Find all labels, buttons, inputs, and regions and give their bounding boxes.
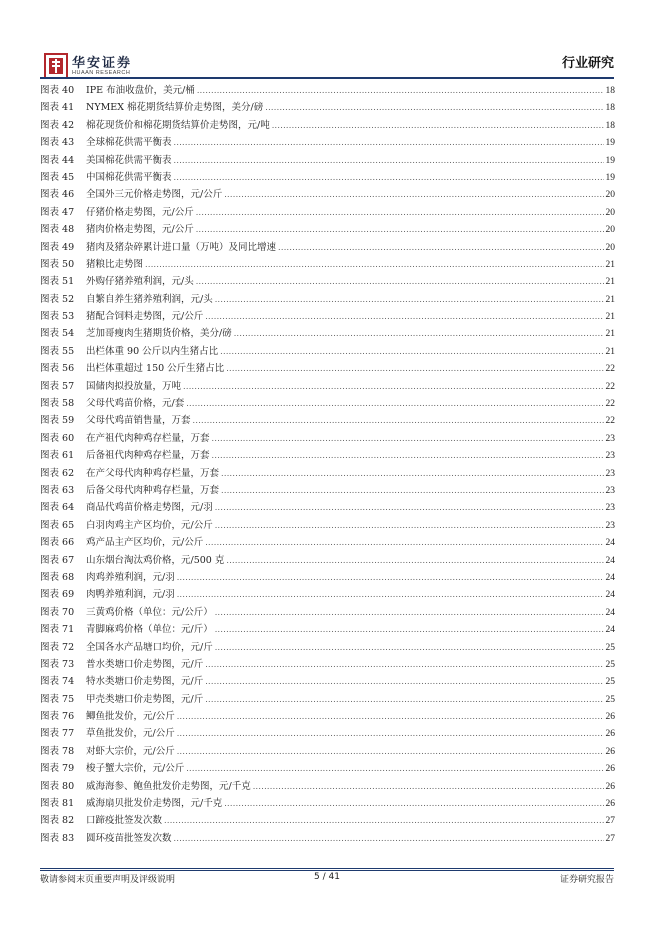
- dot-leader: [174, 830, 604, 847]
- dot-leader: [183, 378, 603, 395]
- figure-label: 图表 74: [40, 676, 75, 688]
- figure-label: 图表 49: [40, 241, 75, 253]
- figure-label: 图表 82: [40, 815, 75, 827]
- toc-entry[interactable]: [40, 378, 615, 395]
- toc-entry[interactable]: [40, 412, 615, 429]
- section-title: 行业研究: [561, 56, 614, 71]
- figure-label: 图表 53: [40, 311, 75, 323]
- dot-leader: [226, 360, 603, 377]
- figure-page-number[interactable]: 22: [605, 416, 615, 427]
- figure-title[interactable]: 山东烟台淘汰鸡价格，元/500 克: [86, 554, 225, 566]
- figure-label: 图表 80: [40, 780, 75, 792]
- figure-label: 图表 41: [40, 102, 75, 114]
- toc-entry[interactable]: [40, 291, 615, 308]
- figure-title[interactable]: 全球棉花供需平衡表: [86, 137, 172, 149]
- dot-leader: [224, 186, 603, 203]
- figure-title[interactable]: IPE 布油收盘价，美元/桶: [86, 85, 195, 96]
- figure-page-number[interactable]: 24: [605, 607, 615, 618]
- figure-title[interactable]: 圆环疫苗批签发次数: [86, 832, 172, 844]
- figure-title[interactable]: 在产父母代肉种鸡存栏量，万套: [86, 467, 220, 479]
- figure-title[interactable]: 在产祖代肉种鸡存栏量，万套: [86, 432, 210, 444]
- figure-page-number[interactable]: 20: [605, 242, 615, 253]
- figure-label: 图表 69: [40, 589, 75, 601]
- dot-leader: [186, 395, 603, 412]
- figure-title[interactable]: 父母代鸡苗销售量，万套: [86, 415, 191, 427]
- figure-title[interactable]: 甲壳类塘口价走势图，元/斤: [86, 693, 204, 705]
- figure-title[interactable]: 棉花现货价和棉花期货结算价走势图，元/吨: [86, 119, 270, 131]
- huaan-logo-icon: [44, 53, 68, 79]
- dot-leader: [197, 82, 604, 99]
- toc-entry[interactable]: [40, 795, 615, 812]
- figure-label: 图表 57: [40, 380, 75, 392]
- toc-entry[interactable]: [40, 82, 615, 99]
- dot-leader: [215, 621, 604, 638]
- figure-label: 图表 56: [40, 363, 75, 375]
- figure-page-number[interactable]: 18: [605, 120, 615, 131]
- toc-entry[interactable]: [40, 152, 615, 169]
- figure-page-number[interactable]: 19: [605, 172, 615, 183]
- figure-page-number[interactable]: 26: [605, 729, 615, 740]
- dot-leader: [215, 639, 604, 656]
- figure-label: 图表 70: [40, 606, 75, 618]
- dot-leader: [265, 99, 603, 116]
- dot-leader: [177, 708, 604, 725]
- figure-title[interactable]: 出栏体重 90 公斤以内生猪占比: [86, 345, 219, 357]
- dot-leader: [196, 221, 604, 238]
- figure-title[interactable]: 草鱼批发价，元/公斤: [86, 728, 175, 740]
- toc-entry[interactable]: [40, 482, 615, 499]
- figure-title[interactable]: 肉鸭养殖利润，元/羽: [86, 589, 175, 601]
- figure-page-number[interactable]: 26: [605, 781, 615, 792]
- figure-title[interactable]: 出栏体重超过 150 公斤生猪占比: [86, 363, 225, 375]
- footer-divider-secondary: [40, 870, 614, 871]
- toc-entry[interactable]: [40, 465, 615, 482]
- dot-leader: [220, 343, 603, 360]
- figure-page-number[interactable]: 24: [605, 572, 615, 583]
- page-header: [40, 50, 614, 78]
- figure-label: 图表 73: [40, 658, 75, 670]
- toc-entry[interactable]: [40, 621, 615, 638]
- figure-title[interactable]: 后备祖代肉种鸡存栏量，万套: [86, 450, 210, 462]
- figure-label: 图表 47: [40, 206, 75, 218]
- toc-entry[interactable]: [40, 586, 615, 603]
- figure-title[interactable]: 全国外三元价格走势图，元/公斤: [86, 189, 223, 201]
- figure-title[interactable]: 后备父母代肉种鸡存栏量，万套: [86, 484, 220, 496]
- figure-label: 图表 81: [40, 798, 75, 810]
- figure-page-number[interactable]: 23: [605, 485, 615, 496]
- dot-leader: [205, 673, 603, 690]
- figure-label: 图表 50: [40, 258, 75, 270]
- dot-leader: [177, 586, 604, 603]
- figure-page-number[interactable]: 27: [605, 833, 615, 844]
- figure-label: 图表 42: [40, 119, 75, 131]
- toc-entry[interactable]: [40, 639, 615, 656]
- figure-page-number[interactable]: 22: [605, 381, 615, 392]
- figure-title[interactable]: 猪配合饲料走势图，元/公斤: [86, 311, 204, 323]
- figure-label: 图表 54: [40, 328, 75, 340]
- figure-label: 图表 76: [40, 711, 75, 723]
- toc-entry[interactable]: [40, 325, 615, 342]
- figure-page-number[interactable]: 23: [605, 433, 615, 444]
- figure-label: 图表 71: [40, 624, 75, 636]
- figure-page-number[interactable]: 21: [605, 329, 615, 340]
- dot-leader: [186, 760, 603, 777]
- toc-entry[interactable]: [40, 656, 615, 673]
- figure-title[interactable]: 猪粮比走势图: [86, 258, 144, 270]
- dot-leader: [221, 465, 603, 482]
- figure-page-number[interactable]: 26: [605, 764, 615, 775]
- figure-label: 图表 79: [40, 763, 75, 775]
- figure-title[interactable]: 猪肉及猪杂碎累计进口量（万吨）及同比增速: [86, 241, 277, 253]
- figure-page-number[interactable]: 19: [605, 138, 615, 149]
- dot-leader: [278, 239, 603, 256]
- header-divider: [40, 77, 614, 79]
- page-number: 5 / 41: [314, 872, 340, 882]
- dot-leader: [253, 778, 604, 795]
- dot-leader: [215, 517, 604, 534]
- dot-leader: [205, 534, 603, 551]
- figure-title[interactable]: 三黄鸡价格（单位：元/公斤）: [86, 606, 213, 618]
- figure-label: 图表 75: [40, 693, 75, 705]
- toc-entry[interactable]: [40, 691, 615, 708]
- dot-leader: [224, 795, 603, 812]
- figure-page-number[interactable]: 22: [605, 364, 615, 375]
- figure-title[interactable]: 芝加哥瘦肉生猪期货价格，美分/磅: [86, 328, 232, 340]
- figure-page-number[interactable]: 22: [605, 399, 615, 410]
- figure-title[interactable]: 国储肉拟投放量，万吨: [86, 380, 182, 392]
- figure-title[interactable]: 猪肉价格走势图，元/公斤: [86, 224, 194, 236]
- figure-page-number[interactable]: 21: [605, 294, 615, 305]
- toc-entry[interactable]: [40, 778, 615, 795]
- figure-label: 图表 58: [40, 398, 75, 410]
- toc-entry[interactable]: [40, 447, 615, 464]
- toc-entry[interactable]: [40, 221, 615, 238]
- dot-leader: [174, 169, 604, 186]
- toc-entry[interactable]: [40, 239, 615, 256]
- toc-entry[interactable]: [40, 430, 615, 447]
- figure-label: 图表 65: [40, 519, 75, 531]
- figure-page-number[interactable]: 26: [605, 746, 615, 757]
- figure-title[interactable]: 全国各水产品塘口均价，元/斤: [86, 641, 213, 653]
- dot-leader: [272, 117, 604, 134]
- figure-page-number[interactable]: 20: [605, 190, 615, 201]
- dot-leader: [205, 691, 603, 708]
- dot-leader: [215, 499, 604, 516]
- figure-title[interactable]: 威海海参、鲍鱼批发价走势图，元/千克: [86, 780, 251, 792]
- dot-leader: [174, 152, 604, 169]
- dot-leader: [177, 569, 604, 586]
- toc-entry[interactable]: [40, 830, 615, 847]
- figure-label: 图表 62: [40, 467, 75, 479]
- figure-page-number[interactable]: 25: [605, 677, 615, 688]
- toc-entry[interactable]: [40, 725, 615, 742]
- toc-entry[interactable]: [40, 534, 615, 551]
- toc-entry[interactable]: [40, 743, 615, 760]
- figure-title[interactable]: 中国棉花供需平衡表: [86, 171, 172, 183]
- toc-entry[interactable]: [40, 134, 615, 151]
- figure-label: 图表 48: [40, 224, 75, 236]
- toc-entry[interactable]: [40, 186, 615, 203]
- figure-page-number[interactable]: 25: [605, 659, 615, 670]
- figure-label: 图表 66: [40, 537, 75, 549]
- toc-entry[interactable]: [40, 708, 615, 725]
- figure-title[interactable]: 自繁自养生猪养殖利润，元/头: [86, 293, 213, 305]
- figure-page-number[interactable]: 23: [605, 468, 615, 479]
- figure-page-number[interactable]: 20: [605, 225, 615, 236]
- toc-entry[interactable]: [40, 360, 615, 377]
- figure-title[interactable]: 美国棉花供需平衡表: [86, 154, 172, 166]
- figure-label: 图表 68: [40, 571, 75, 583]
- figure-page-number[interactable]: 21: [605, 259, 615, 270]
- figure-page-number[interactable]: 20: [605, 207, 615, 218]
- figure-page-number[interactable]: 21: [605, 312, 615, 323]
- logo-subtext: HUAAN RESEARCH: [72, 70, 131, 76]
- dot-leader: [177, 725, 604, 742]
- figure-page-number[interactable]: 18: [605, 86, 615, 96]
- toc-entry[interactable]: [40, 169, 615, 186]
- figure-title[interactable]: 青脚麻鸡价格（单位：元/斤）: [86, 624, 213, 636]
- figure-page-number[interactable]: 23: [605, 520, 615, 531]
- toc-entry[interactable]: [40, 552, 615, 569]
- toc-entry[interactable]: [40, 812, 615, 829]
- figure-label: 图表 46: [40, 189, 75, 201]
- figure-label: 图表 61: [40, 450, 75, 462]
- figure-page-number[interactable]: 23: [605, 451, 615, 462]
- toc-entry[interactable]: [40, 499, 615, 516]
- figure-label: 图表 45: [40, 171, 75, 183]
- figure-page-number[interactable]: 23: [605, 503, 615, 514]
- figure-page-number[interactable]: 21: [605, 346, 615, 357]
- figure-page-number[interactable]: 26: [605, 712, 615, 723]
- figure-title[interactable]: 鸡产品主产区均价，元/公斤: [86, 537, 204, 549]
- figure-title[interactable]: 梭子蟹大宗价，元/公斤: [86, 763, 185, 775]
- figure-page-number[interactable]: 27: [605, 816, 615, 827]
- toc-entry[interactable]: [40, 569, 615, 586]
- dot-leader: [226, 552, 603, 569]
- figure-label: 图表 44: [40, 154, 75, 166]
- dot-leader: [221, 482, 603, 499]
- figure-page-number[interactable]: 18: [605, 103, 615, 114]
- figure-page-number[interactable]: 21: [605, 277, 615, 288]
- figure-title[interactable]: 特水类塘口价走势图，元/斤: [86, 676, 204, 688]
- figure-title[interactable]: 鲫鱼批发价，元/公斤: [86, 711, 175, 723]
- figure-label: 图表 78: [40, 745, 75, 757]
- figure-title[interactable]: 口蹄疫批签发次数: [86, 815, 163, 827]
- figure-title[interactable]: 外购仔猪养殖利润，元/头: [86, 276, 194, 288]
- logo-text: 华安证券: [72, 56, 133, 71]
- figure-page-number[interactable]: 26: [605, 799, 615, 810]
- figure-title[interactable]: 商品代鸡苗价格走势图，元/羽: [86, 502, 213, 514]
- toc-entry[interactable]: [40, 273, 615, 290]
- toc-entry[interactable]: [40, 308, 615, 325]
- figure-label: 图表 83: [40, 832, 75, 844]
- toc-entry[interactable]: [40, 760, 615, 777]
- toc-entry[interactable]: [40, 604, 615, 621]
- figure-label: 图表 52: [40, 293, 75, 305]
- figure-index-list: [40, 82, 615, 847]
- toc-entry[interactable]: [40, 395, 615, 412]
- figure-title[interactable]: 肉鸡养殖利润，元/羽: [86, 571, 175, 583]
- toc-entry[interactable]: [40, 517, 615, 534]
- figure-label: 图表 59: [40, 415, 75, 427]
- page-footer: [40, 872, 614, 886]
- figure-page-number[interactable]: 25: [605, 694, 615, 705]
- figure-label: 图表 67: [40, 554, 75, 566]
- dot-leader: [205, 308, 603, 325]
- report-type: 证券研究报告: [559, 875, 614, 885]
- dot-leader: [205, 656, 603, 673]
- figure-page-number[interactable]: 24: [605, 590, 615, 601]
- dot-leader: [196, 204, 604, 221]
- toc-entry[interactable]: [40, 204, 615, 221]
- figure-label: 图表 40: [40, 85, 75, 96]
- figure-label: 图表 51: [40, 276, 75, 288]
- figure-label: 图表 77: [40, 728, 75, 740]
- toc-entry[interactable]: [40, 673, 615, 690]
- figure-label: 图表 64: [40, 502, 75, 514]
- dot-leader: [196, 273, 604, 290]
- dot-leader: [174, 134, 604, 151]
- dot-leader: [234, 325, 604, 342]
- footer-divider: [40, 868, 614, 869]
- dot-leader: [215, 291, 604, 308]
- toc-entry[interactable]: [40, 256, 615, 273]
- disclaimer-note: 敬请参阅末页重要声明及评级说明: [40, 875, 176, 885]
- figure-title[interactable]: 对虾大宗价，元/公斤: [86, 745, 175, 757]
- figure-title[interactable]: 威海扇贝批发价走势图，元/千克: [86, 798, 223, 810]
- figure-title[interactable]: 普水类塘口价走势图，元/斤: [86, 658, 204, 670]
- figure-page-number[interactable]: 19: [605, 155, 615, 166]
- dot-leader: [145, 256, 603, 273]
- dot-leader: [215, 604, 604, 621]
- figure-page-number[interactable]: 24: [605, 625, 615, 636]
- figure-label: 图表 63: [40, 484, 75, 496]
- figure-title[interactable]: 白羽肉鸡主产区均价，元/公斤: [86, 519, 213, 531]
- figure-page-number[interactable]: 25: [605, 642, 615, 653]
- figure-label: 图表 43: [40, 137, 75, 149]
- toc-entry[interactable]: [40, 343, 615, 360]
- figure-title[interactable]: NYMEX 棉花期货结算价走势图，美分/磅: [86, 102, 264, 114]
- dot-leader: [193, 412, 604, 429]
- dot-leader: [212, 430, 604, 447]
- figure-page-number[interactable]: 24: [605, 555, 615, 566]
- figure-label: 图表 60: [40, 432, 75, 444]
- figure-label: 图表 72: [40, 641, 75, 653]
- dot-leader: [164, 812, 603, 829]
- figure-page-number[interactable]: 24: [605, 538, 615, 549]
- dot-leader: [212, 447, 604, 464]
- toc-entry[interactable]: [40, 117, 615, 134]
- figure-title[interactable]: 仔猪价格走势图，元/公斤: [86, 206, 194, 218]
- figure-title[interactable]: 父母代鸡苗价格，元/套: [86, 398, 185, 410]
- dot-leader: [177, 743, 604, 760]
- toc-entry[interactable]: [40, 99, 615, 116]
- figure-label: 图表 55: [40, 345, 75, 357]
